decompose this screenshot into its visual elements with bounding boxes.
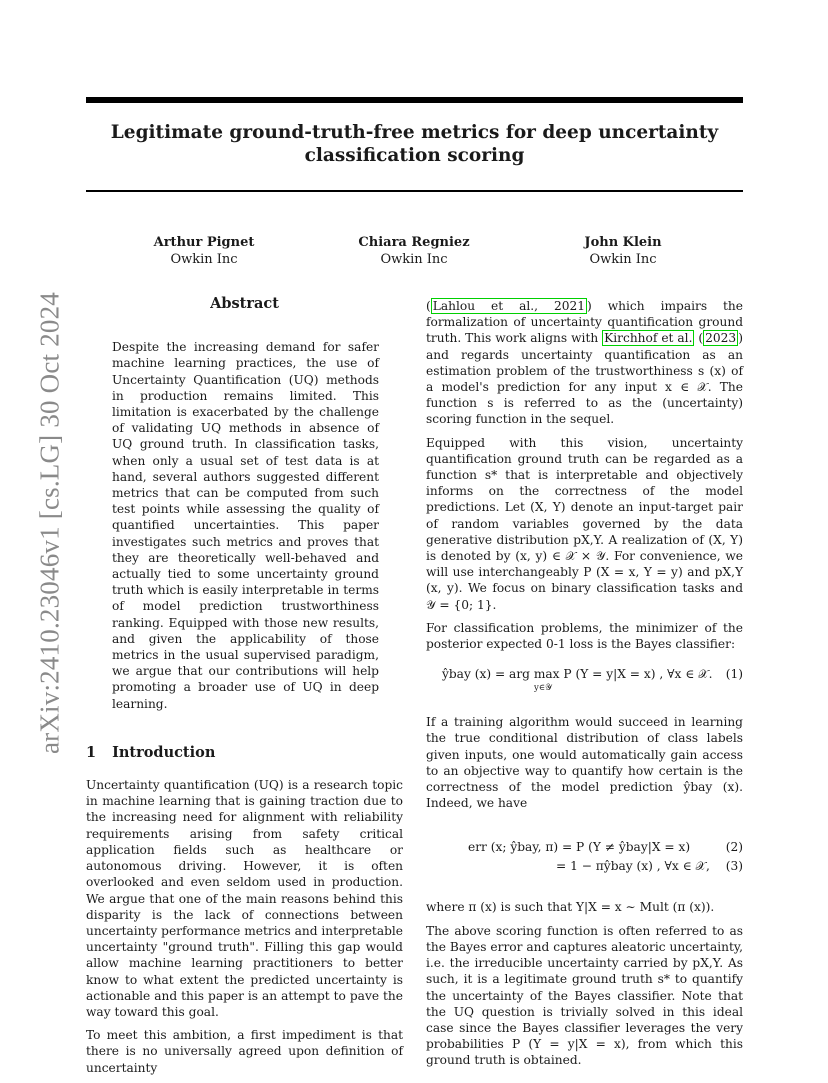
equation-2-tag: (2) — [725, 840, 743, 855]
equation-3-text: = 1 − πŷbay (x) , ∀x ∈ 𝒳, — [556, 859, 710, 874]
intro-paragraph-2: To meet this ambition, a first impediment is that there is no universally agreed upon definition of uncertainty — [86, 1028, 403, 1075]
author-name: Chiara Regniez — [358, 235, 470, 250]
equation-1-body — [442, 666, 712, 696]
right-paragraph-5: where π (x) is such that Y|X = x ∼ Mult (π (x)). — [426, 900, 715, 915]
section-number: 1 — [86, 743, 97, 761]
paragraph-text: and regards uncertainty quantification as an estimation problem of the trustworthiness s (x) of a model's prediction for any input x ∈ 𝒳. The function s is referred to as the (uncertainty) scoring function in the sequel. — [426, 347, 743, 427]
right-paragraph-6: The above scoring function is often referred to as the Bayes error and captures aleatoric uncertainty, i.e. the irreducible uncertainty carried by pX,Y. As such, it is a legitimate ground truth s* to quantify the uncertainty of the Bayes classifier. Note that the UQ question is trivially solved in this ideal case since the Bayes classifier leverages the very probabilities P (Y = y|X = x), from which this ground truth is obtained. — [426, 923, 743, 1068]
abstract-text: Despite the increasing demand for safer machine learning practices, the use of Uncertainty Quantification (UQ) methods in production remains limited. This limitation is exacerbated by the challenge of validating UQ methods in absence of UQ ground truth. In classification tasks, when only a usual set of test data is at hand, several authors suggested different metrics that can be computed from such test points while assessing the quality of quantified uncertainties. This paper investigates such metrics and proves that they are theoretically well-behaved and actually tied to some uncertainty ground truth which is easily interpretable in terms of model prediction trustworthiness ranking. Equipped with those new results, and given the applicability of those metrics in the usual supervised paradigm, we argue that our contributions will help promoting a broader use of UQ in deep learning. — [112, 340, 379, 711]
title-top-rule — [86, 97, 743, 103]
author-affiliation: Owkin Inc — [589, 252, 657, 267]
equation-2-3 — [426, 839, 743, 881]
left-column — [86, 296, 403, 1083]
right-paragraph-4: If a training algorithm would succeed in learning the true conditional distribution of class labels given inputs, one would automatically gain access to an objective way to quantify how certain is the correctness of the model prediction ŷbay (x). Indeed, we have — [426, 715, 743, 811]
author-name: Arthur Pignet — [153, 235, 255, 250]
title-bottom-rule — [86, 190, 743, 192]
equation-1-tag: (1) — [725, 667, 743, 682]
abstract-heading: Abstract — [210, 295, 279, 312]
arxiv-stamp: arXiv:2410.23046v1 [cs.LG] 30 Oct 2024 — [34, 291, 65, 755]
right-paragraph-2: Equipped with this vision, uncertainty quantification ground truth can be regarded as a function s* that is interpretable and objectively informs on the correctness of the model predictions. Let (X, Y) denote an input-target pair of random variables governed by the data generative distribution pX,Y. A realization of (X, Y) is denoted by (x, y) ∈ 𝒳 × 𝒴. For convenience, we will use interchangeably P (X = x, Y = y) and pX,Y (x, y). We focus on binary classification tasks and 𝒴 = {0; 1}. — [426, 435, 743, 612]
author-block — [543, 234, 703, 268]
citation-link[interactable]: ( Lahlou et al., 2021 ) — [426, 299, 592, 313]
equation-1 — [426, 662, 743, 696]
equation-1-text: ŷbay (x) = arg max P (Y = y|X = x) , ∀x ∈ 𝒳. — [442, 667, 713, 682]
equation-2-text: err (x; ŷbay, π) = P (Y ≠ ŷbay|X = x) — [468, 840, 691, 855]
paper-title: Legitimate ground-truth-free metrics for deep uncertainty classification scoring — [110, 122, 719, 166]
right-paragraph-1: ( Lahlou et al., 2021 ) which impairs the formalization of uncertainty quantification ground truth. This work aligns with Kirchhof et al. ( 2023 ) and regards uncertainty quantification as an estimation problem of the trustworthiness s (x) of a model's prediction for any input x ∈ 𝒳. The function s is referred to as the (uncertainty) scoring function in the sequel. — [426, 299, 743, 427]
paragraph-text: which impairs the formalization of uncertainty quantification ground truth. This work aligns with — [426, 299, 743, 346]
citation-link[interactable]: Kirchhof et al. — [604, 331, 693, 346]
citation-box[interactable]: Lahlou et al., 2021 — [432, 299, 586, 313]
equation-3-tag: (3) — [725, 859, 743, 874]
intro-paragraph-1: Uncertainty quantification (UQ) is a research topic in machine learning that is gaining traction due to the increasing need for alignment with reliability requirements arising from safety critical application fields such as healthcare or autonomous driving. However, it is often overlooked and even seldom used in production. We argue that one of the main reasons behind this disparity is the lack of connections between uncertainty performance metrics and interpretable uncertainty "ground truth". Filling this gap would allow machine learning practitioners to better know to what extent the predicted uncertainty is actionable and this paper is an attempt to pave the way toward this goal. — [86, 778, 403, 1019]
section-heading — [86, 745, 403, 761]
right-paragraph-3: For classification problems, the minimizer of the posterior expected 0-1 loss is the Bayes classifier: — [426, 620, 743, 652]
author-affiliation: Owkin Inc — [170, 252, 238, 267]
author-block — [334, 234, 494, 268]
author-affiliation: Owkin Inc — [380, 252, 448, 267]
right-column — [426, 298, 743, 1076]
equation-1-subscript: y∈𝒴 — [534, 683, 552, 694]
citation-year-link[interactable]: 2023 — [705, 331, 737, 346]
author-name: John Klein — [584, 235, 662, 250]
author-block — [124, 234, 284, 268]
section-title: Introduction — [112, 743, 216, 761]
